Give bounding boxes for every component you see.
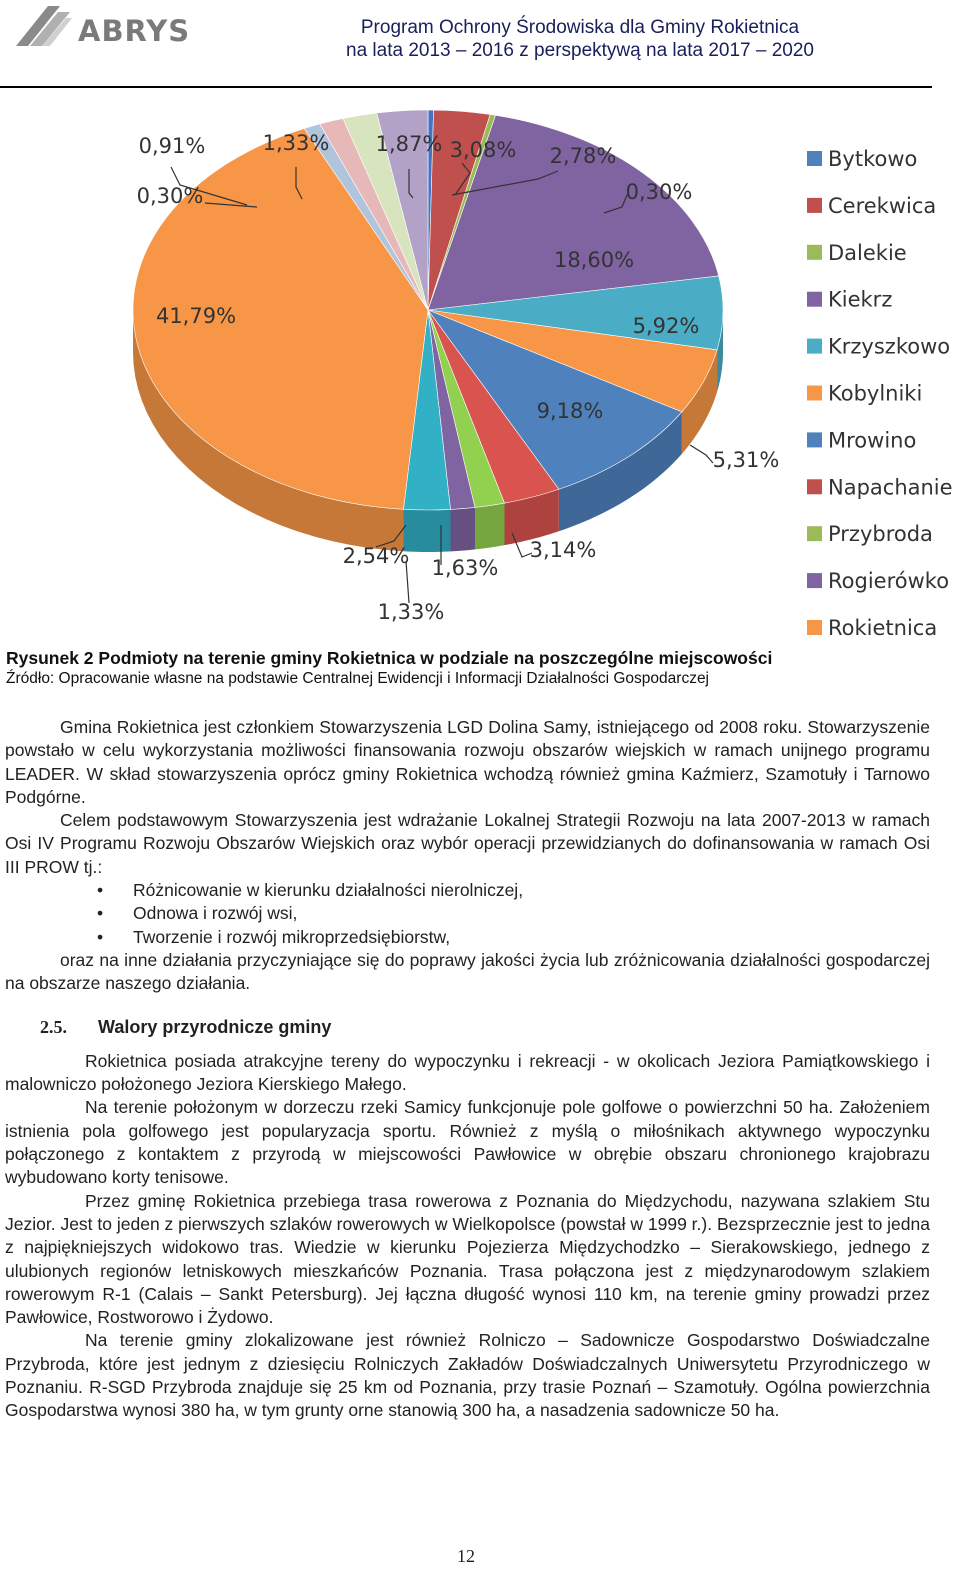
data-label: 1,33%	[262, 131, 330, 155]
legend-item	[807, 288, 892, 312]
legend-label: Rogierówko	[828, 569, 950, 594]
data-label: 2,54%	[342, 544, 410, 568]
legend-swatch	[807, 526, 822, 541]
legend-item	[807, 475, 953, 499]
logo-text: ABRYS	[78, 14, 191, 48]
figure-caption	[6, 648, 936, 688]
paragraph-bike-trail: Przez gminę Rokietnica przebiega trasa rowerowa z Poznania do Międzychodu, nazywana szlakiem Stu Jezior. Jest to jeden z pierwszych szlaków rowerowych w Wielkopolsce (powstał w 1999 r.). Bezsprzecznie jest to jedna z najpiękniejszych widokowo tras. Wiedzie w kierunku Pojezierza Międzychodzko – Sierakowskiego, jednego z ulubionych regionów letniskowych mieszkańców Poznania. Trasa połączona jest z międzynarodowym szlakiem rowerowym R-1 (Calais – Sankt Petersburg). Jej łączna długość wynosi 110 km, na terenie gminy prowadzi przez Pawłowice, Rostworowo i Żydowo.	[5, 1190, 930, 1328]
logo-mark-icon	[14, 4, 74, 52]
legend-label: Cerekwica	[828, 193, 937, 218]
legend-swatch	[807, 479, 822, 494]
legend-swatch	[807, 339, 822, 354]
pie-slice-side	[403, 509, 450, 552]
list-item: • Różnicowanie w kierunku działalności nierolniczej,	[5, 879, 930, 902]
section-heading	[5, 1016, 930, 1039]
document-title-line-2: na lata 2013 – 2016 z perspektywą na lata 2017 – 2020	[346, 40, 814, 61]
data-label: 9,18%	[536, 399, 604, 423]
abrys-logo	[14, 4, 194, 52]
pie-chart	[0, 95, 960, 640]
legend-swatch	[807, 151, 822, 166]
legend-swatch	[807, 620, 822, 635]
data-label: 0,91%	[138, 134, 206, 158]
list-item: • Tworzenie i rozwój mikroprzedsiębiorstw,	[5, 926, 930, 949]
data-label: 0,30%	[136, 184, 204, 208]
legend-label: Napachanie	[828, 475, 953, 500]
data-label: 1,87%	[375, 132, 443, 156]
document-title	[320, 16, 840, 62]
paragraph-goals: Celem podstawowym Stowarzyszenia jest wdrażanie Lokalnej Strategii Rozwoju na lata 2007-2013 w ramach Osi IV Programu Rozwoju Obszarów Wiejskich oraz wybór operacji przewidzianych do dofinansowania w ramach Osi III PROW tj.:	[5, 810, 930, 877]
leader-line	[690, 445, 713, 463]
legend-item	[807, 241, 907, 265]
document-title-line-1: Program Ochrony Środowiska dla Gminy Rokietnica	[360, 17, 800, 38]
legend-swatch	[807, 198, 822, 213]
paragraph-golf: Na terenie położonym w dorzeczu rzeki Samicy funkcjonuje pole golfowe o powierzchni 50 ha. Założeniem istnienia pola golfowego jest popularyzacja sportu. Również z myślą o miłośnikach aktywnego wypoczynku połączonego z kontaktem z przyrodą w miejscowości Pawłowice w obrębie obszaru chronionego krajobrazu wybudowano korty tenisowe.	[5, 1097, 930, 1188]
legend-swatch	[807, 386, 822, 401]
legend-swatch	[807, 292, 822, 307]
data-label: 18,60%	[553, 248, 635, 272]
page-header	[0, 0, 960, 90]
section-title: Walory przyrodnicze gminy	[98, 1016, 332, 1037]
data-label: 1,33%	[377, 600, 445, 624]
legend-item	[807, 194, 936, 218]
legend-item	[807, 522, 933, 546]
header-divider	[0, 86, 932, 88]
paragraph-przybroda: Na terenie gminy zlokalizowane jest również Rolniczo – Sadownicze Gospodarstwo Doświadczalne Przybroda, które jest jednym z dziesięciu Rolniczych Zakładów Doświadczalnych Uniwersytetu Przyrodniczego w Poznaniu. R-SGD Przybroda znajduje się 25 km od Poznania, przy trasie Poznań – Szamotuły. Ogólna powierzchnia Gospodarstwa wynosi 380 ha, w tym grunty orne stanowią 300 ha, a nasadzenia sadownicze 50 ha.	[5, 1330, 930, 1421]
pie-slice-side	[450, 507, 474, 551]
page-number: 12	[457, 1546, 475, 1566]
chart-legend	[807, 147, 953, 640]
list-item: • Odnowa i rozwój wsi,	[5, 902, 930, 925]
paragraph-other: oraz na inne działania przyczyniające się do poprawy jakości życia lub zróżnicowania działalności gospodarczej na obszarze naszego działania.	[5, 949, 930, 994]
data-label: 3,14%	[529, 538, 597, 562]
legend-item	[807, 147, 917, 171]
paragraph-lgd: Gmina Rokietnica jest członkiem Stowarzyszenia LGD Dolina Samy, istniejącego od 2008 roku. Stowarzyszenie powstało w celu wykorzystania możliwości finansowania rozwoju obszarów wiejskich w ramach unijnego programu LEADER. W skład stowarzyszenia oprócz gminy Rokietnica wchodzą również gmina Kaźmierz, Szamotuły i Tarnowo Podgórne.	[5, 717, 930, 807]
data-label: 3,08%	[449, 138, 517, 162]
figure-title: Rysunek 2 Podmioty na terenie gminy Rokietnica w podziale na poszczególne miejscowości	[6, 648, 773, 668]
legend-item	[807, 569, 949, 593]
legend-label: Kobylniki	[828, 381, 923, 406]
bullet-list	[5, 879, 930, 949]
legend-label: Przybroda	[828, 522, 933, 547]
legend-label: Dalekie	[828, 240, 907, 265]
legend-item	[807, 616, 937, 640]
data-label: 0,30%	[625, 180, 693, 204]
paragraph-lakes: Rokietnica posiada atrakcyjne tereny do wypoczynku i rekreacji - w okolicach Jeziora Pamiątkowskiego i malowniczo położonego Jeziora Kierskiego Małego.	[5, 1050, 930, 1095]
legend-swatch	[807, 245, 822, 260]
legend-label: Krzyszkowo	[828, 334, 951, 359]
legend-swatch	[807, 432, 822, 447]
legend-item	[807, 382, 922, 406]
section-number: 2.5.	[40, 1016, 67, 1037]
figure-source: Źródło: Opracowanie własne na podstawie Centralnej Ewidencji i Informacji Działalności Gospodarczej	[6, 670, 710, 687]
legend-item	[807, 335, 950, 359]
data-label: 5,31%	[712, 448, 780, 472]
document-body	[5, 716, 930, 1423]
legend-item	[807, 428, 916, 452]
data-label: 41,79%	[155, 304, 237, 328]
pie-slice-side	[475, 503, 505, 549]
legend-label: Bytkowo	[828, 147, 918, 171]
legend-swatch	[807, 573, 822, 588]
legend-label: Kiekrz	[828, 287, 893, 312]
legend-label: Mrowino	[828, 428, 917, 453]
data-label: 1,63%	[431, 556, 499, 580]
legend-label: Rokietnica	[828, 616, 938, 640]
data-label: 2,78%	[549, 144, 617, 168]
data-label: 5,92%	[632, 314, 700, 338]
